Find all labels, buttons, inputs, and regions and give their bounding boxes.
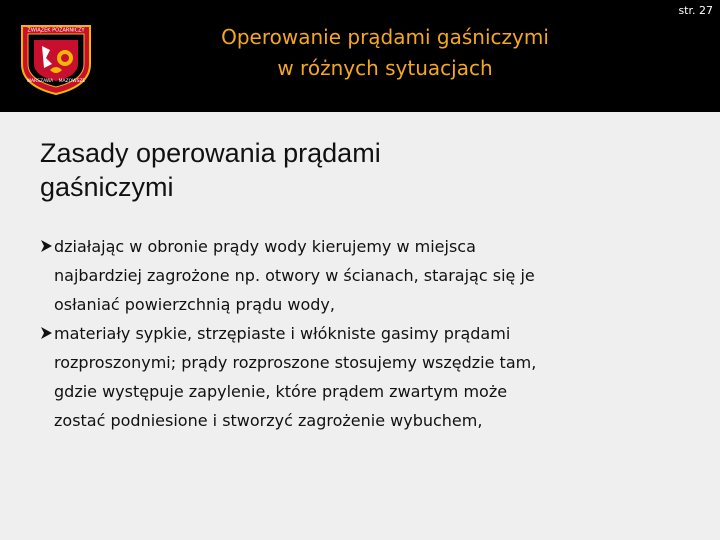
section-heading-line-2: gaśniczymi bbox=[40, 172, 174, 202]
bullet-item bbox=[40, 319, 680, 435]
bullet-line: materiały sypkie, strzępiaste i włókniste gasimy prądami bbox=[54, 324, 511, 343]
bullet-item bbox=[40, 232, 680, 319]
bullet-list bbox=[40, 232, 680, 435]
arrow-bullet-icon bbox=[40, 232, 54, 261]
logo-bottom-left-text: WARSZAWA bbox=[26, 79, 54, 84]
logo-bottom-right-text: MAZOWSZE bbox=[58, 79, 86, 84]
page-number: str. 27 bbox=[678, 4, 713, 17]
bullet-line: działając w obronie prądy wody kierujemy w miejsca bbox=[54, 237, 476, 256]
fire-brigade-logo bbox=[16, 20, 96, 96]
bullet-line: najbardziej zagrożone np. otwory w ścianach, starając się je bbox=[54, 266, 535, 285]
logo-top-text: ZWIĄZEK POŻARNICZY bbox=[27, 27, 85, 34]
bullet-line: osłaniać powierzchnią prądu wody, bbox=[54, 295, 335, 314]
slide-title-line-1: Operowanie prądami gaśniczymi bbox=[221, 25, 549, 49]
bullet-line: rozproszonymi; prądy rozproszone stosujemy wszędzie tam, bbox=[54, 353, 537, 372]
section-heading bbox=[40, 136, 680, 204]
bullet-line: gdzie występuje zapylenie, które prądem zwartym może bbox=[54, 382, 508, 401]
bullet-line: zostać podniesione i stworzyć zagrożenie wybuchem, bbox=[54, 411, 483, 430]
slide-title bbox=[150, 22, 620, 84]
slide-title-line-2: w różnych sytuacjach bbox=[277, 56, 493, 80]
header-bar bbox=[0, 0, 720, 112]
section-heading-line-1: Zasady operowania prądami bbox=[40, 138, 381, 168]
arrow-bullet-icon bbox=[40, 319, 54, 348]
